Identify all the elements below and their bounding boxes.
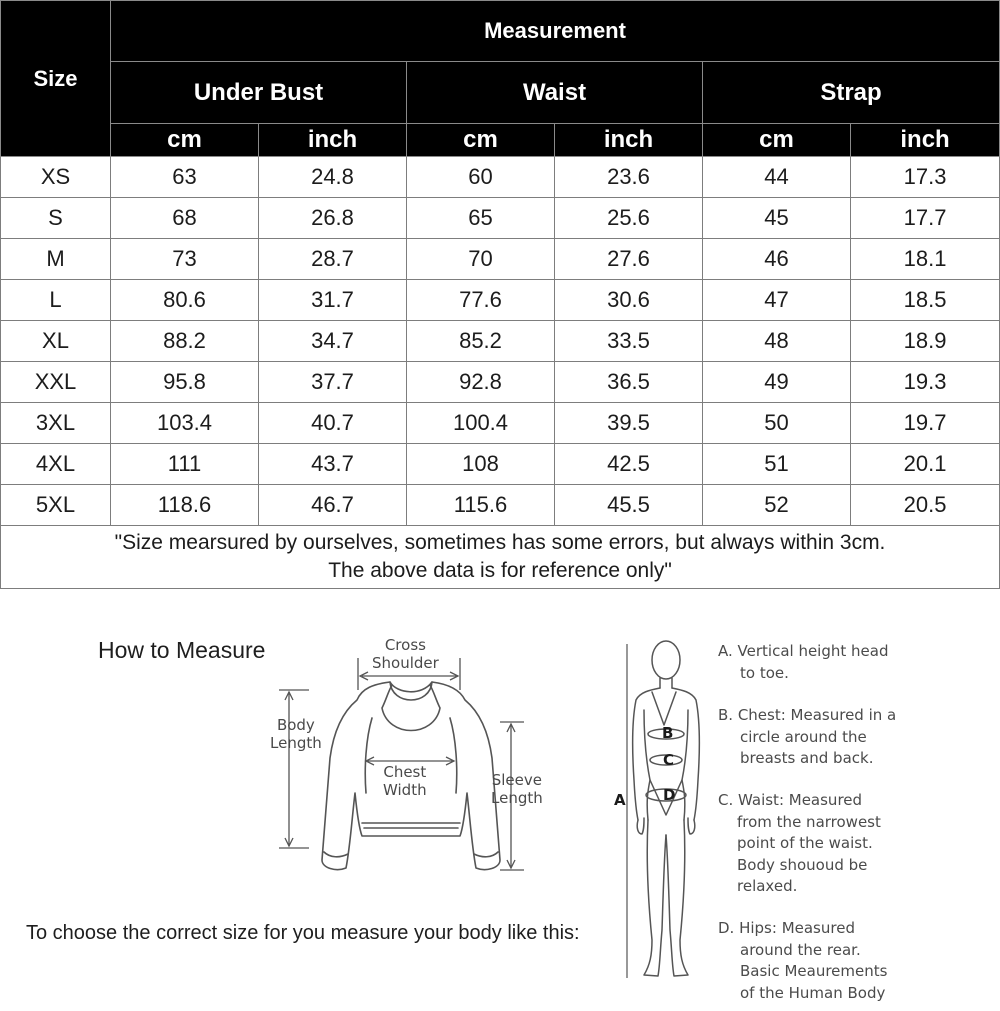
measurement-cell: 65 (407, 198, 555, 239)
measurement-cell: 88.2 (111, 321, 259, 362)
measurement-cell: 48 (703, 321, 851, 362)
strap-header: Strap (703, 62, 1000, 124)
note-a (718, 641, 888, 684)
unit-header: inch (259, 124, 407, 157)
measurement-cell: 50 (703, 403, 851, 444)
measurement-cell: 17.7 (851, 198, 1000, 239)
table-row (1, 362, 1000, 403)
size-cell: S (1, 198, 111, 239)
note-line: circle around the (740, 727, 867, 746)
measurement-cell: 49 (703, 362, 851, 403)
measurement-cell: 28.7 (259, 239, 407, 280)
body-letter-b: B (662, 724, 674, 742)
body-letter-d: D (663, 786, 676, 804)
measurement-cell: 51 (703, 444, 851, 485)
measurement-cell: 73 (111, 239, 259, 280)
measurement-cell: 100.4 (407, 403, 555, 444)
waist-header: Waist (407, 62, 703, 124)
note-line: relaxed. (737, 877, 798, 895)
measurement-cell: 19.3 (851, 362, 1000, 403)
size-cell: 4XL (1, 444, 111, 485)
measurement-cell: 20.1 (851, 444, 1000, 485)
measurement-cell: 118.6 (111, 485, 259, 526)
measurement-cell: 46 (703, 239, 851, 280)
note-line: point of the waist. (737, 834, 873, 852)
label-line: Body (276, 716, 315, 734)
measurement-cell: 17.3 (851, 157, 1000, 198)
measurement-cell: 30.6 (555, 280, 703, 321)
measurement-cell: 18.1 (851, 239, 1000, 280)
measurement-cell: 39.5 (555, 403, 703, 444)
measurement-cell: 80.6 (111, 280, 259, 321)
measurement-cell: 31.7 (259, 280, 407, 321)
table-row (1, 239, 1000, 280)
note-b (718, 705, 896, 770)
measurement-cell: 33.5 (555, 321, 703, 362)
label-line: Cross (384, 636, 426, 654)
table-row (1, 444, 1000, 485)
measurement-cell: 60 (407, 157, 555, 198)
body-letter-a: A (614, 791, 626, 809)
measurement-cell: 36.5 (555, 362, 703, 403)
measurement-cell: 111 (111, 444, 259, 485)
label-line: Shoulder (372, 654, 439, 672)
sleeve-length-label (491, 771, 543, 807)
note-line: A. Vertical height head (718, 642, 889, 660)
note-d (718, 918, 887, 1004)
size-cell: L (1, 280, 111, 321)
unit-header: inch (555, 124, 703, 157)
table-row (1, 280, 1000, 321)
note-line: to toe. (740, 663, 789, 682)
measurement-cell: 92.8 (407, 362, 555, 403)
measurement-cell: 26.8 (259, 198, 407, 239)
note-line: from the narrowest (737, 812, 881, 831)
table-row (1, 321, 1000, 362)
measurement-cell: 103.4 (111, 403, 259, 444)
note-line: B. Chest: Measured in a (718, 706, 897, 724)
label-line: Width (383, 781, 427, 799)
note-line: around the rear. (740, 940, 861, 959)
table-row (1, 403, 1000, 444)
measurement-cell: 68 (111, 198, 259, 239)
measurement-cell: 47 (703, 280, 851, 321)
how-to-measure-title: How to Measure (98, 637, 266, 663)
measurement-cell: 25.6 (555, 198, 703, 239)
note-line: C. Waist: Measured (718, 791, 863, 809)
size-table-body (1, 157, 1000, 526)
measurement-cell: 18.9 (851, 321, 1000, 362)
note-line: of the Human Body (740, 983, 886, 1002)
measurement-cell: 40.7 (259, 403, 407, 444)
human-body-illustration (610, 630, 720, 990)
measurement-cell: 63 (111, 157, 259, 198)
measurement-header: Measurement (111, 1, 1000, 62)
measurement-cell: 42.5 (555, 444, 703, 485)
note-line: Basic Meaurements (740, 962, 888, 980)
label-line: Chest (383, 763, 427, 781)
measurement-cell: 108 (407, 444, 555, 485)
measurement-cell: 19.7 (851, 403, 1000, 444)
under-bust-header: Under Bust (111, 62, 407, 124)
measurement-cell: 24.8 (259, 157, 407, 198)
body-length-label (270, 716, 322, 752)
measurement-cell: 95.8 (111, 362, 259, 403)
table-note-line: The above data is for reference only" (328, 559, 672, 582)
measurement-cell: 34.7 (259, 321, 407, 362)
measurement-cell: 23.6 (555, 157, 703, 198)
measurement-cell: 37.7 (259, 362, 407, 403)
table-row (1, 198, 1000, 239)
unit-header: cm (703, 124, 851, 157)
measurement-cell: 45 (703, 198, 851, 239)
measurement-cell: 18.5 (851, 280, 1000, 321)
label-line: Length (491, 789, 543, 807)
unit-header: inch (851, 124, 1000, 157)
label-line: Sleeve (491, 771, 542, 789)
size-cell: XXL (1, 362, 111, 403)
measurement-cell: 52 (703, 485, 851, 526)
size-cell: 3XL (1, 403, 111, 444)
size-cell: XL (1, 321, 111, 362)
note-line: breasts and back. (740, 749, 874, 767)
chest-width-label (383, 763, 427, 799)
measurement-cell: 115.6 (407, 485, 555, 526)
body-letter-c: C (663, 751, 675, 769)
label-line: Length (270, 734, 322, 752)
table-note-line: "Size mearsured by ourselves, sometimes has some errors, but always within 3cm. (114, 531, 886, 554)
measurement-cell: 85.2 (407, 321, 555, 362)
measurement-cell: 20.5 (851, 485, 1000, 526)
size-header: Size (1, 1, 111, 157)
note-line: Body shououd be (737, 855, 868, 874)
note-line: D. Hips: Measured (718, 919, 855, 937)
size-cell: XS (1, 157, 111, 198)
unit-header: cm (111, 124, 259, 157)
size-cell: M (1, 239, 111, 280)
table-note (1, 526, 1000, 589)
table-row (1, 157, 1000, 198)
measurement-cell: 77.6 (407, 280, 555, 321)
note-c (718, 790, 881, 898)
cross-shoulder-label (372, 636, 439, 672)
measurement-cell: 70 (407, 239, 555, 280)
choose-size-instruction: To choose the correct size for you measure your body like this: (26, 922, 580, 944)
measurement-cell: 44 (703, 157, 851, 198)
measurement-cell: 45.5 (555, 485, 703, 526)
measurement-cell: 46.7 (259, 485, 407, 526)
unit-header: cm (407, 124, 555, 157)
measurement-cell: 27.6 (555, 239, 703, 280)
table-row (1, 485, 1000, 526)
measurement-cell: 43.7 (259, 444, 407, 485)
size-cell: 5XL (1, 485, 111, 526)
